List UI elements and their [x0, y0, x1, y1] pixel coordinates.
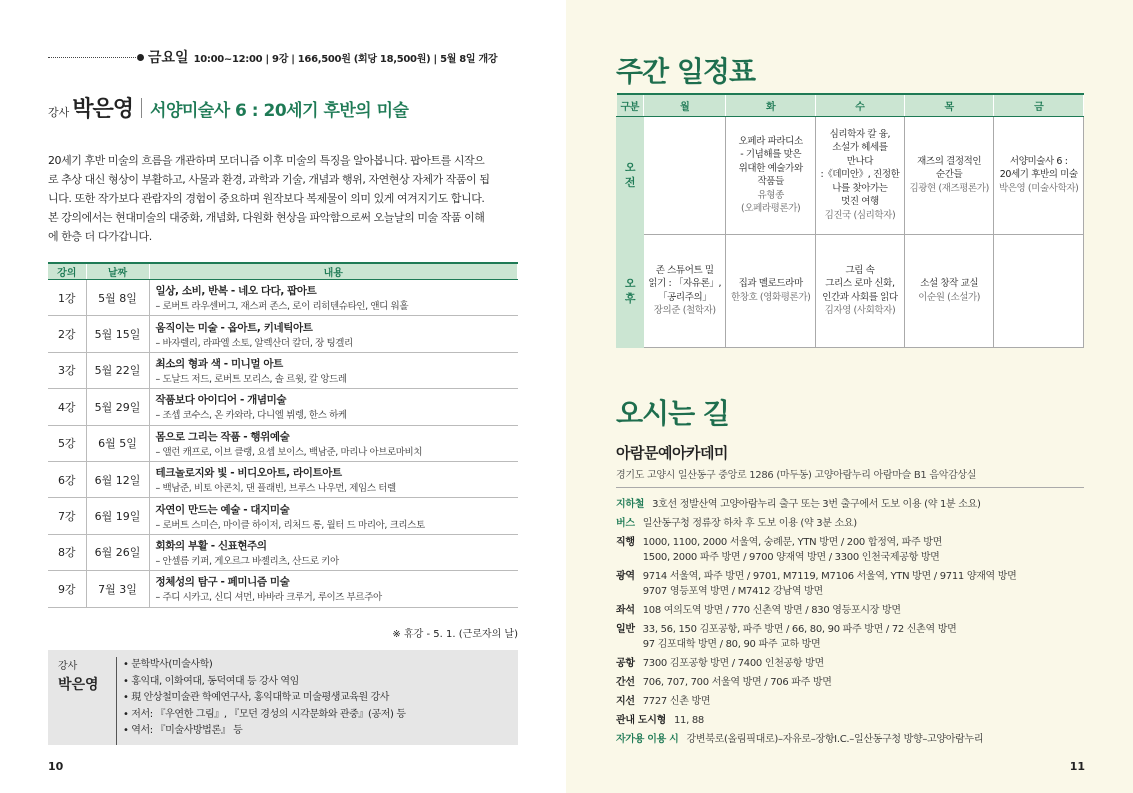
lecture-date: 5월 8일	[86, 280, 149, 316]
class-instructor: 김진국 (심리학자)	[824, 209, 896, 221]
route-type: 지선	[616, 696, 635, 707]
lecture-content	[149, 280, 518, 316]
schedule-day: 금요일	[148, 50, 189, 66]
route-type: 좌석	[616, 605, 635, 616]
lecture-date: 5월 29일	[86, 389, 149, 425]
header-thu: 목	[904, 94, 994, 116]
lecture-number: 9강	[48, 571, 86, 607]
lecture-artists: – 백남준, 비토 아콘치, 댄 플래빈, 브루스 나우먼, 제임스 터렐	[155, 483, 396, 495]
pm-label	[617, 234, 644, 347]
lecture-row	[48, 498, 518, 534]
route-line: 강변북로(올림픽대로)–자유로–장항I.C.–일산동구청 방향–고양아람누리	[686, 734, 984, 745]
route-line: 1500, 2000 파주 방면 / 9700 양재역 방면 / 3300 인천국제공항 방면	[642, 552, 940, 563]
description-line: 20세기 후반 미술의 흐름을 개관하며 모더니즘 이후 미술의 특징을 알아봅니다. 팝아트를 시작으	[48, 154, 485, 167]
route-type: 지하철	[616, 499, 645, 510]
lecture-number: 8강	[48, 534, 86, 570]
route-line: 706, 707, 700 서울역 방면 / 706 파주 방면	[642, 677, 832, 688]
lecture-content	[149, 534, 518, 570]
schedule-line	[48, 47, 518, 67]
org-name: 아람문예아카데미	[616, 444, 728, 462]
weekly-schedule-title: 주간 일정표	[616, 55, 755, 88]
course-title: 서양미술사 6 : 20세기 후반의 미술	[150, 101, 409, 121]
route-line: 1000, 1100, 2000 서울역, 숭례문, YTN 방면 / 200 합정역, 파주 방면	[642, 537, 942, 548]
class-title: 소설 창작 교실	[920, 278, 979, 289]
header-fri: 금	[994, 94, 1084, 116]
instructor-prefix: 강사	[48, 106, 70, 119]
lecture-artists: – 바자렐리, 라파엘 소토, 알렉산더 칼더, 장 팅겔리	[155, 337, 353, 349]
lecture-row	[48, 571, 518, 607]
bio-label	[58, 657, 116, 745]
route-type: 광역	[616, 571, 635, 582]
lecture-title: 테크놀로지와 빛 - 비디오아트, 라이트아트	[155, 467, 342, 480]
class-title: 존 스튜어트 밀 읽기 : 「자유론」, 「공리주의」	[648, 264, 722, 303]
bio-label-name: 박은영	[58, 677, 99, 693]
route-detail	[643, 675, 832, 690]
route-line: 108 여의도역 방면 / 770 신촌역 방면 / 830 영등포시장 방면	[642, 605, 901, 616]
weekly-schedule-table	[616, 93, 1084, 348]
class-instructor: 장의준 (철학자)	[653, 305, 716, 316]
route-line: 7300 김포공항 방면 / 7400 인천공항 방면	[642, 658, 824, 669]
class-instructor: 유형종 (오페라평론가)	[741, 189, 801, 214]
class-instructor: 김광현 (재즈평론가)	[909, 182, 989, 194]
am-row	[617, 116, 1084, 234]
header-content: 내용	[149, 263, 518, 280]
route-detail	[643, 569, 1017, 599]
lecture-content	[149, 352, 518, 388]
lecture-content	[149, 316, 518, 352]
bio-item: • 저서: 『우연한 그림』, 『모던 경성의 시각문화와 관중』(공저) 등	[123, 708, 406, 720]
class-instructor: 이순원 (소설가)	[918, 291, 981, 303]
class-instructor: 김자영 (사회학자)	[824, 305, 896, 316]
route-type: 일반	[616, 624, 635, 635]
class-instructor: 한창호 (영화평론가)	[730, 291, 811, 303]
lecture-number: 1강	[48, 280, 86, 316]
route-type: 간선	[616, 677, 635, 688]
description-line: 로 추상 대신 형상이 부활하고, 사물과 환경, 과학과 기술, 개념과 행위, 자연현상 자체가 작품이 됩	[48, 173, 490, 186]
schedule-cell	[815, 234, 904, 347]
schedule-cell	[726, 116, 816, 234]
lecture-row	[48, 280, 518, 316]
schedule-cell	[994, 234, 1084, 347]
lecture-artists: – 조셉 코수스, 온 카와라, 다니엘 뷔렝, 한스 하케	[155, 410, 347, 422]
route-detail	[643, 535, 942, 565]
route-type: 버스	[616, 518, 635, 529]
class-title: 오페라 파라디소 - 기념해를 맞은 위대한 예술가와 작품들	[738, 135, 803, 187]
page-number-left: 10	[48, 760, 64, 773]
bio-item: • 문학박사(미술사학)	[123, 659, 213, 670]
lecture-content	[149, 425, 518, 461]
schedule-rule	[48, 57, 138, 58]
lecture-number: 5강	[48, 425, 86, 461]
lecture-table	[48, 262, 518, 608]
bio-item: • 現 안상철미술관 학예연구사, 홍익대학교 미술평생교육원 강사	[123, 692, 390, 703]
route-line: 33, 56, 150 김포공항, 파주 방면 / 66, 80, 90 파주 방면 / 72 신촌역 방면	[642, 624, 957, 635]
route-item	[616, 535, 1084, 565]
route-list	[616, 497, 1084, 751]
lecture-date: 5월 22일	[86, 352, 149, 388]
class-instructor: 박은영 (미술사학자)	[998, 182, 1079, 194]
schedule-cell	[644, 116, 726, 234]
lecture-row	[48, 425, 518, 461]
description-line: 니다. 또한 작가보다 관람자의 경험이 중요하며 원작보다 복제물이 의미 있게 여겨지기도 합니다.	[48, 192, 485, 205]
lecture-title: 최소의 형과 색 - 미니멀 아트	[155, 357, 283, 370]
instructor-bio	[48, 650, 518, 745]
bullet-dot-icon	[137, 54, 144, 61]
route-item	[616, 694, 1084, 709]
lecture-artists: – 로버트 스미슨, 마이클 하이저, 리처드 롱, 월터 드 마리아, 크리스토	[155, 519, 425, 531]
route-type: 관내 도시형	[616, 715, 666, 726]
route-item	[616, 603, 1084, 618]
route-type: 직행	[616, 537, 635, 548]
lecture-title: 일상, 소비, 반복 - 네오 다다, 팝아트	[155, 285, 317, 298]
bio-label-small: 강사	[58, 661, 78, 672]
header-mon: 월	[644, 94, 726, 116]
am-label	[617, 116, 644, 234]
route-detail	[643, 516, 857, 531]
route-detail	[652, 497, 981, 512]
route-line: 97 김포대학 방면 / 80, 90 파주 교하 방면	[642, 639, 821, 650]
route-item	[616, 622, 1084, 652]
header-lecture: 강의	[48, 263, 86, 280]
lecture-artists: – 주디 시카고, 신디 셔먼, 바바라 크루거, 루이즈 부르주아	[155, 592, 382, 604]
lecture-row	[48, 461, 518, 497]
lecture-title: 움직이는 미술 - 옵아트, 키네틱아트	[155, 321, 313, 334]
lecture-title: 자연이 만드는 예술 - 대지미술	[155, 503, 290, 516]
lecture-date: 6월 19일	[86, 498, 149, 534]
lecture-title: 회화의 부활 - 신표현주의	[155, 539, 267, 552]
header-tue: 화	[726, 94, 816, 116]
lecture-number: 6강	[48, 461, 86, 497]
lecture-date: 6월 26일	[86, 534, 149, 570]
left-page	[0, 0, 566, 793]
lecture-artists: – 안셀름 키퍼, 게오르그 바젤리츠, 산드로 키아	[155, 555, 339, 567]
lecture-title: 정체성의 탐구 - 페미니즘 미술	[155, 576, 290, 589]
am-label-text: 오 전	[624, 161, 636, 189]
lecture-row	[48, 316, 518, 352]
class-title: 재즈의 결정적인 순간들	[917, 155, 982, 181]
lecture-content	[149, 571, 518, 607]
directions-title: 오시는 길	[616, 397, 729, 430]
class-title: 집과 멜로드라마	[738, 278, 803, 289]
title-divider	[141, 98, 142, 118]
address: 경기도 고양시 일산동구 중앙로 1286 (마두동) 고양아람누리 아람마슬 B1 음악감상실	[616, 466, 1084, 488]
route-line: 9707 영등포역 방면 / M7412 강남역 방면	[642, 586, 823, 597]
route-detail	[643, 622, 957, 652]
lecture-title: 몸으로 그리는 작품 - 행위예술	[155, 430, 290, 443]
lecture-date: 6월 5일	[86, 425, 149, 461]
header-wed: 수	[815, 94, 904, 116]
description-line: 본 강의에서는 현대미술의 대중화, 개념화, 다원화 현상을 파악함으로써 오늘날의 미술 작품 이해	[48, 211, 485, 224]
lecture-date: 7월 3일	[86, 571, 149, 607]
lecture-row	[48, 534, 518, 570]
route-line: 3호선 정발산역 고양아람누리 출구 또는 3번 출구에서 도보 이용 (약 1분 소요)	[652, 499, 981, 510]
route-detail	[674, 713, 704, 728]
lecture-artists: – 도날드 저드, 로버트 모리스, 솔 르윗, 칼 앙드레	[155, 373, 347, 385]
lecture-content	[149, 498, 518, 534]
route-type: 공항	[616, 658, 635, 669]
header-date: 날짜	[86, 263, 149, 280]
schedule-cell	[726, 234, 816, 347]
class-title: 심리학자 칼 융, 소설가 헤세를 만나다 :《데미안》, 진정한 나를 찾아가는 멋진 여행	[820, 128, 900, 208]
lecture-date: 6월 12일	[86, 461, 149, 497]
route-item	[616, 656, 1084, 671]
holiday-note: ※ 휴강 - 5. 1. (근로자의 날)	[392, 629, 518, 640]
lecture-artists: – 앨런 캐프로, 이브 클랭, 요셉 보이스, 백남준, 마리나 아브로마비치	[155, 446, 423, 458]
schedule-cell	[904, 116, 994, 234]
route-item	[616, 497, 1084, 512]
lecture-number: 2강	[48, 316, 86, 352]
route-line: 9714 서울역, 파주 방면 / 9701, M7119, M7106 서울역, YTN 방면 / 9711 양재역 방면	[642, 571, 1017, 582]
bio-item: • 홍익대, 이화여대, 동덕여대 등 강사 역임	[123, 675, 299, 687]
route-line: 11, 88	[673, 715, 704, 726]
route-item	[616, 713, 1084, 728]
route-type: 자가용 이용 시	[616, 734, 679, 745]
lecture-number: 3강	[48, 352, 86, 388]
schedule-cell	[644, 234, 726, 347]
bio-list	[116, 657, 406, 745]
lecture-artists: – 로버트 라우센버그, 재스퍼 존스, 로이 리히텐슈타인, 앤디 워홀	[155, 301, 409, 313]
route-item	[616, 675, 1084, 690]
route-detail	[643, 603, 901, 618]
route-line: 7727 신촌 방면	[642, 696, 711, 707]
description-line: 에 한층 더 다가갑니다.	[48, 230, 152, 243]
bio-item: • 역서: 『미술사방법론』 등	[123, 725, 243, 736]
schedule-cell	[904, 234, 994, 347]
header-category: 구분	[617, 94, 644, 116]
course-description	[48, 151, 520, 246]
lecture-row	[48, 352, 518, 388]
pm-label-text: 오 후	[624, 276, 636, 305]
class-title: 그림 속 그리스 로마 신화, 인간과 사회를 읽다	[822, 264, 898, 303]
schedule-cell	[994, 116, 1084, 234]
lecture-row	[48, 389, 518, 425]
lecture-content	[149, 389, 518, 425]
route-item	[616, 516, 1084, 531]
lecture-date: 5월 15일	[86, 316, 149, 352]
lecture-title: 작품보다 아이디어 - 개념미술	[155, 394, 287, 407]
lecture-number: 4강	[48, 389, 86, 425]
lecture-content	[149, 461, 518, 497]
page-number-right: 11	[1069, 760, 1085, 773]
route-detail	[643, 656, 824, 671]
route-item	[616, 732, 1084, 747]
route-item	[616, 569, 1084, 599]
route-detail	[643, 694, 710, 709]
lecture-number: 7강	[48, 498, 86, 534]
course-heading	[48, 92, 408, 123]
schedule-cell	[815, 116, 904, 234]
schedule-info: 10:00~12:00 | 9강 | 166,500원 (회당 18,500원) | 5월 8일 개강	[193, 53, 498, 65]
route-line: 일산동구청 정류장 하차 후 도보 이용 (약 3분 소요)	[642, 518, 857, 529]
pm-row	[617, 234, 1084, 347]
instructor-name: 박은영	[72, 97, 134, 122]
class-title: 서양미술사 6 : 20세기 후반의 미술	[999, 155, 1078, 181]
route-detail	[687, 732, 984, 747]
